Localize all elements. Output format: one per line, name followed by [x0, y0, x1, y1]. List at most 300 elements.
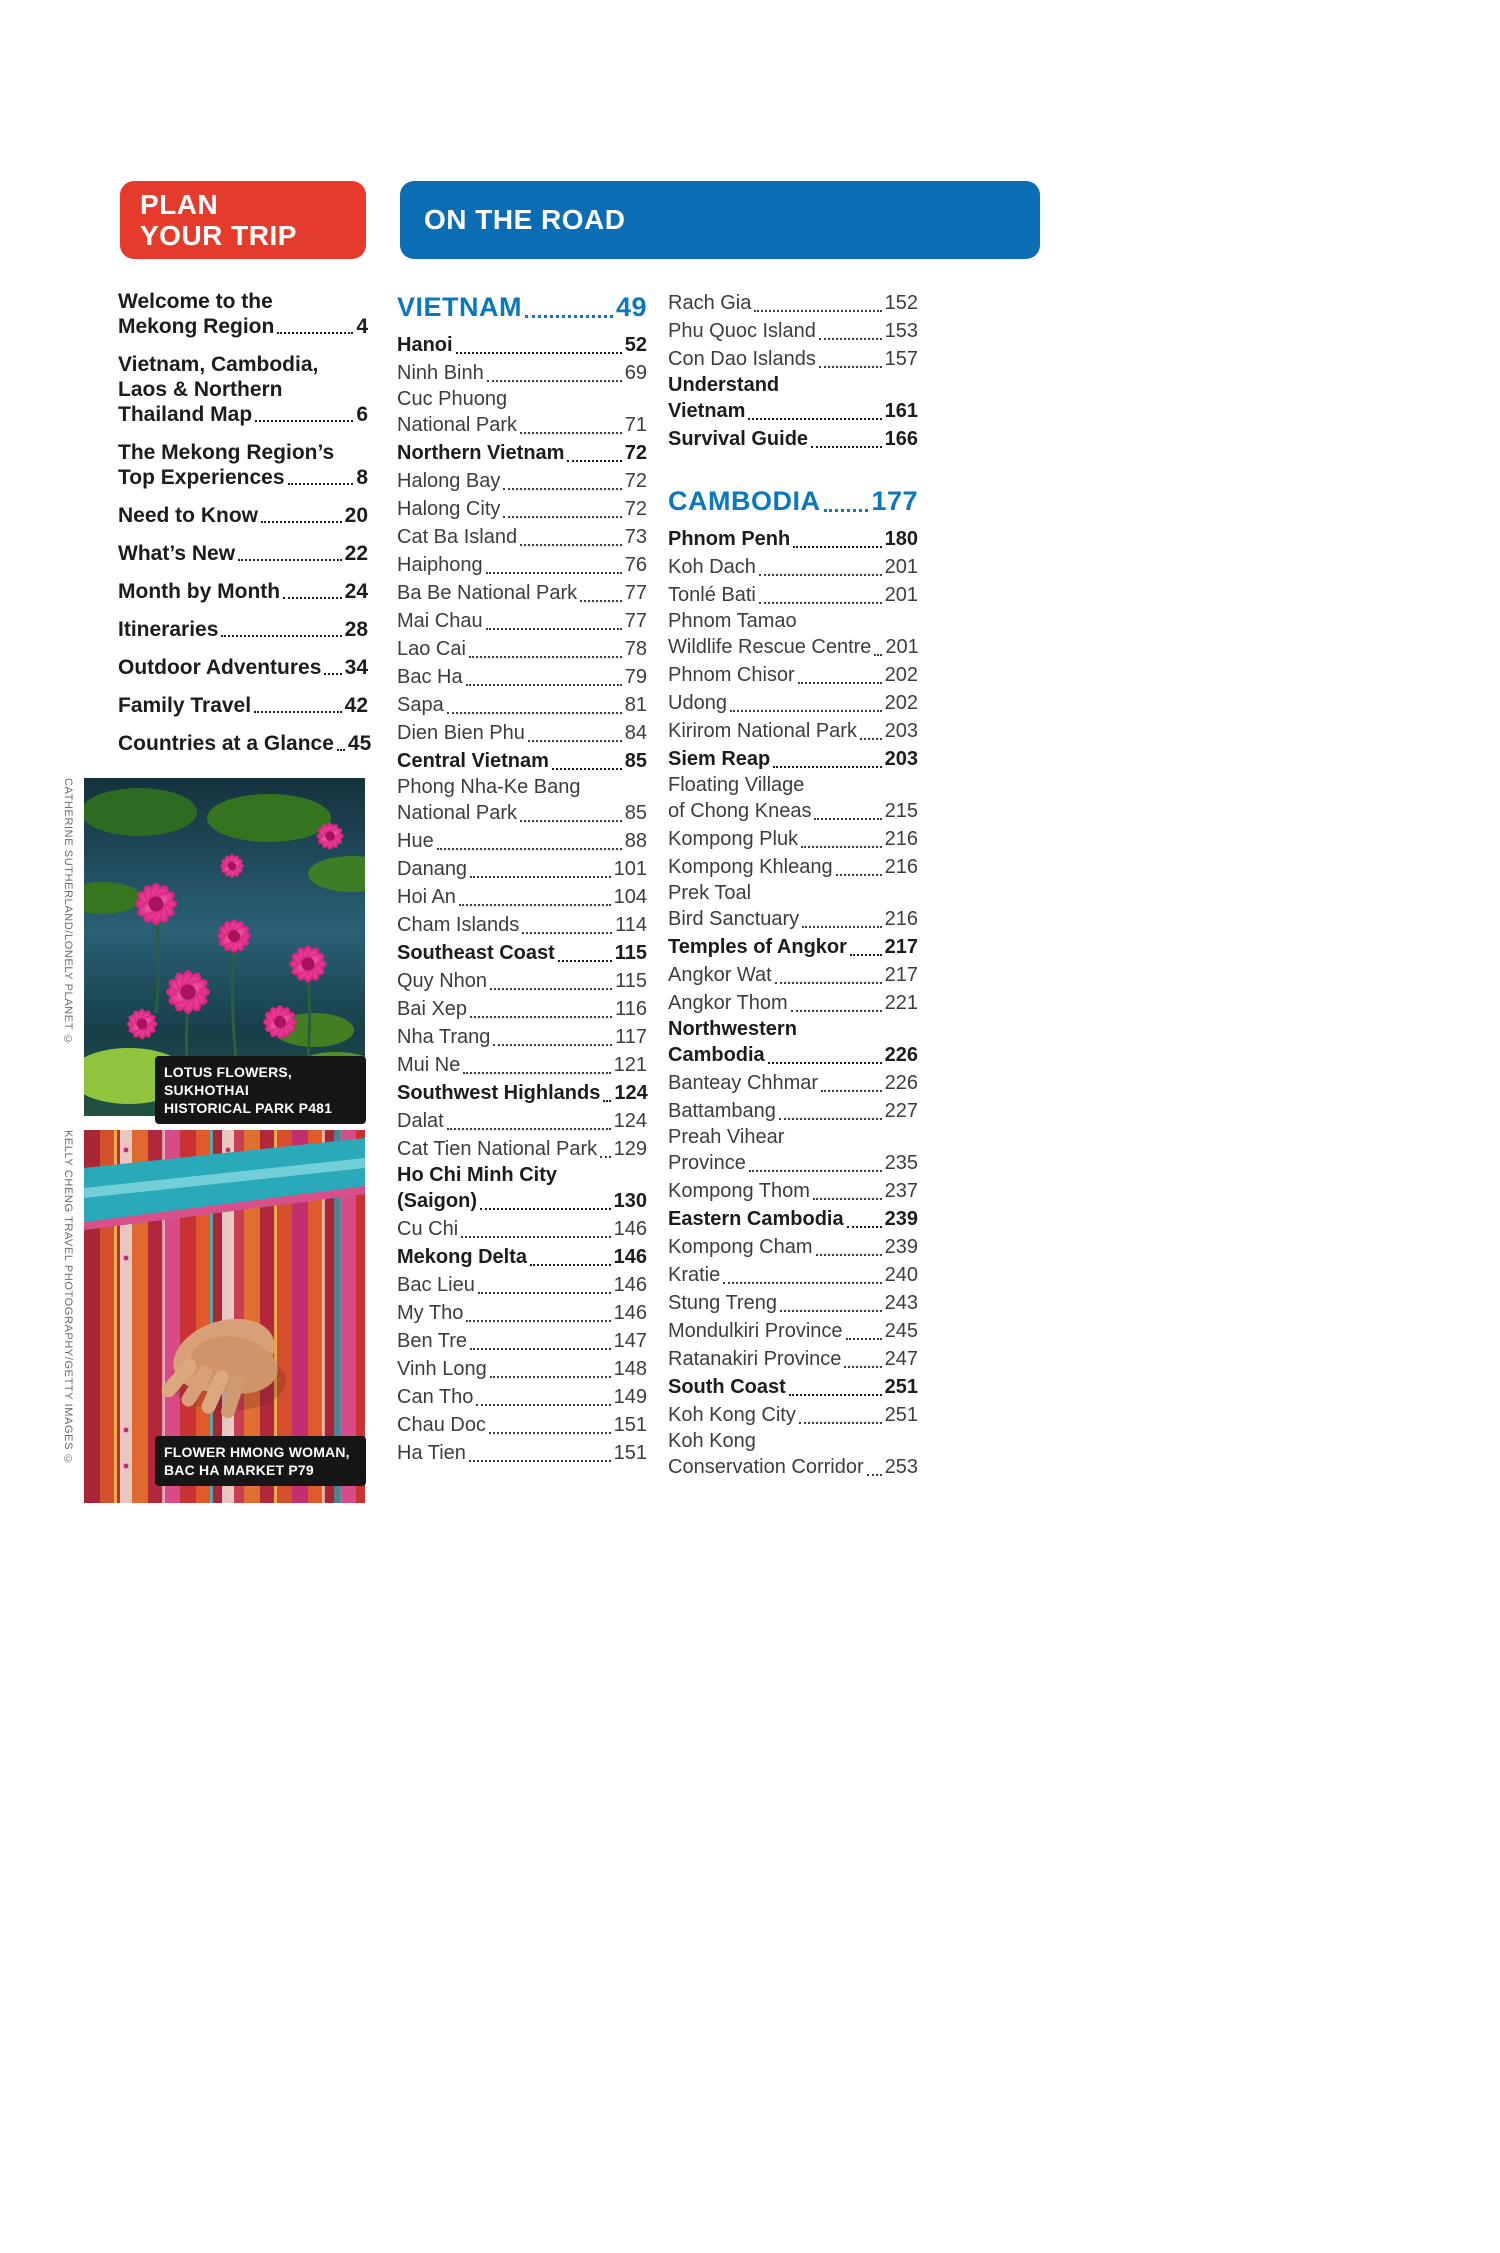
photo-credit-hmong: KELLY CHENG TRAVEL PHOTOGRAPHY/GETTY IMAGES © [62, 1130, 74, 1467]
toc-entry-label: Temples of Angkor [668, 936, 847, 958]
toc-entry-page: 121 [613, 1054, 647, 1076]
toc-entry [397, 911, 647, 939]
toc-entry [668, 1373, 918, 1401]
toc-entry-label: My Tho [397, 1302, 464, 1324]
toc-entry-page: 81 [624, 694, 647, 716]
toc-entry [397, 747, 647, 775]
dot-leader [847, 1205, 882, 1228]
dot-leader [730, 689, 882, 712]
toc-entry-label: Bai Xep [397, 998, 468, 1020]
dot-leader [520, 523, 622, 546]
dot-leader [860, 717, 882, 740]
toc-entry [668, 961, 918, 989]
dot-leader [277, 314, 353, 334]
toc-entry-page: 4 [356, 315, 368, 338]
toc-entry-label: Month by Month [118, 580, 281, 603]
toc-entry-label: National Park [397, 802, 518, 824]
toc-entry-page: 226 [884, 1044, 918, 1066]
dot-leader [799, 1401, 882, 1424]
toc-entry-page: 85 [624, 802, 647, 824]
toc-entry-line: Prek Toal [668, 882, 752, 904]
toc-entry-page: 129 [613, 1138, 647, 1160]
toc-entry-label: Kompong Khleang [668, 856, 833, 878]
toc-entry-page: 22 [344, 542, 368, 565]
hmong-caption [155, 1436, 366, 1486]
toc-entry [397, 551, 647, 579]
toc-entry [668, 1429, 918, 1481]
dot-leader [469, 1439, 611, 1462]
dot-leader [489, 1411, 611, 1434]
caption-line: FLOWER HMONG WOMAN, [164, 1444, 350, 1460]
toc-entry-label: Banteay Chhmar [668, 1072, 819, 1094]
dot-leader [844, 1345, 881, 1368]
toc-entry-label: Family Travel [118, 694, 252, 717]
toc-entry-page: 161 [884, 400, 918, 422]
toc-entry-label: Haiphong [397, 554, 483, 576]
toc-entry [397, 1271, 647, 1299]
dot-leader [759, 553, 882, 576]
toc-entry-page: 177 [871, 486, 918, 516]
toc-entry-label: Eastern Cambodia [668, 1208, 844, 1230]
toc-entry-page: 117 [615, 1026, 647, 1048]
toc-entry-label: Vietnam [668, 400, 746, 422]
toc-entry-page: 151 [613, 1414, 647, 1436]
toc-entry-page: 72 [624, 470, 647, 492]
toc-entry-page: 216 [884, 828, 918, 850]
toc-entry-page: 243 [884, 1292, 918, 1314]
dot-leader [530, 1243, 611, 1266]
toc-entry [397, 1299, 647, 1327]
toc-entry-page: 104 [613, 886, 647, 908]
toc-entry [397, 691, 647, 719]
dot-leader [254, 693, 342, 713]
toc-entry-label: Bac Lieu [397, 1274, 475, 1296]
toc-entry-page: 52 [624, 334, 647, 356]
toc-entry-label: Rach Gia [668, 292, 752, 314]
toc-entry-label: Kompong Pluk [668, 828, 799, 850]
toc-entry-label: Kirirom National Park [668, 720, 857, 742]
toc-entry-label: Kratie [668, 1264, 721, 1286]
dot-leader [773, 745, 881, 768]
dot-leader [490, 1355, 611, 1378]
dot-leader [754, 289, 881, 312]
toc-entry-label: Itineraries [118, 618, 219, 641]
toc-entry-label: Cat Tien National Park [397, 1138, 598, 1160]
toc-entry-page: 239 [884, 1208, 918, 1230]
dot-leader [522, 911, 612, 934]
toc-entry-page: 73 [624, 526, 647, 548]
toc-entry-label: Vinh Long [397, 1358, 487, 1380]
on-the-road-toc-col1 [397, 289, 647, 1467]
toc-entry-line: Understand [668, 374, 780, 396]
toc-entry-line: Vietnam, Cambodia, [118, 353, 319, 376]
dot-leader [525, 289, 613, 318]
toc-entry-page: 153 [884, 320, 918, 342]
toc-entry-label: Wildlife Rescue Centre [668, 636, 872, 658]
toc-entry-page: 216 [884, 908, 918, 930]
toc-entry-label: Hoi An [397, 886, 456, 908]
toc-entry [397, 1107, 647, 1135]
toc-entry [668, 1017, 918, 1069]
dot-leader [814, 797, 881, 820]
toc-entry [668, 717, 918, 745]
toc-entry-label: Siem Reap [668, 748, 771, 770]
toc-entry [397, 1023, 647, 1051]
toc-entry-page: 240 [884, 1264, 918, 1286]
toc-entry [668, 581, 918, 609]
toc-entry-line: Cuc Phuong [397, 388, 508, 410]
toc-entry-page: 72 [624, 498, 647, 520]
toc-entry [397, 719, 647, 747]
toc-entry-page: 148 [613, 1358, 647, 1380]
dot-leader [798, 661, 882, 684]
toc-entry-page: 201 [885, 636, 919, 658]
toc-entry-label: Cham Islands [397, 914, 520, 936]
toc-entry-page: 203 [884, 720, 918, 742]
plan-header-line1: PLAN [140, 189, 219, 220]
toc-entry-page: 245 [884, 1320, 918, 1342]
toc-entry-label: Survival Guide [668, 428, 809, 450]
caption-line: LOTUS FLOWERS, SUKHOTHAI [164, 1064, 293, 1098]
on-the-road-header [400, 181, 1040, 259]
toc-entry-page: 116 [615, 998, 647, 1020]
caption-line: BAC HA MARKET P79 [164, 1462, 314, 1478]
toc-entry [118, 352, 368, 427]
dot-leader [337, 731, 345, 751]
toc-entry [668, 1317, 918, 1345]
toc-entry-label: Phnom Chisor [668, 664, 795, 686]
toc-entry-page: 115 [614, 942, 647, 964]
toc-entry [668, 933, 918, 961]
toc-entry-page: 76 [624, 554, 647, 576]
toc-entry-label: Hanoi [397, 334, 453, 356]
toc-entry [668, 373, 918, 425]
toc-entry-label: Ba Be National Park [397, 582, 578, 604]
toc-entry [397, 883, 647, 911]
toc-entry-line: Koh Kong [668, 1430, 756, 1452]
toc-entry-label: Mai Chau [397, 610, 483, 632]
toc-entry [397, 775, 647, 827]
dot-leader [813, 1177, 882, 1200]
toc-entry-page: 20 [344, 504, 368, 527]
toc-entry-line: Preah Vihear [668, 1126, 785, 1148]
toc-entry-label: Angkor Wat [668, 964, 772, 986]
toc-entry-line: Ho Chi Minh City [397, 1164, 557, 1186]
plan-your-trip-toc [118, 289, 372, 769]
dot-leader [486, 551, 622, 574]
dot-leader [288, 465, 354, 485]
toc-entry-label: Can Tho [397, 1386, 474, 1408]
toc-entry-page: 247 [884, 1348, 918, 1370]
toc-entry [397, 439, 647, 467]
toc-entry-label: Sapa [397, 694, 444, 716]
dot-leader [748, 397, 881, 420]
toc-entry-label: Bird Sanctuary [668, 908, 800, 930]
lotus-caption [155, 1056, 366, 1124]
toc-entry-label: Thailand Map [118, 403, 253, 426]
toc-entry [118, 731, 372, 756]
toc-entry [668, 317, 918, 345]
toc-entry [668, 853, 918, 881]
toc-entry [118, 440, 368, 490]
toc-entry-page: 166 [884, 428, 918, 450]
toc-entry-page: 49 [615, 292, 647, 322]
dot-leader [768, 1041, 882, 1064]
dot-leader [802, 905, 881, 928]
toc-entry [668, 661, 918, 689]
on-the-road-label: ON THE ROAD [424, 204, 626, 235]
dot-leader [470, 1327, 611, 1350]
toc-entry-page: 124 [614, 1082, 648, 1104]
toc-entry-label: Bac Ha [397, 666, 463, 688]
dot-leader [255, 402, 353, 422]
dot-leader [850, 933, 882, 956]
toc-entry [118, 655, 368, 680]
toc-entry [397, 1051, 647, 1079]
toc-entry-label: Countries at a Glance [118, 732, 334, 755]
toc-entry-page: 180 [884, 528, 918, 550]
toc-entry-page: 78 [624, 638, 647, 660]
toc-entry [397, 523, 647, 551]
toc-entry-label: Need to Know [118, 504, 258, 527]
toc-entry-label: Mekong Region [118, 315, 275, 338]
dot-leader [324, 655, 341, 675]
toc-entry [397, 387, 647, 439]
dot-leader [470, 995, 612, 1018]
toc-entry-page: 253 [884, 1456, 918, 1478]
chapter-heading [668, 483, 918, 519]
toc-entry-page: 28 [344, 618, 368, 641]
toc-entry-page: 130 [613, 1190, 647, 1212]
toc-entry-label: Battambang [668, 1100, 776, 1122]
dot-leader [759, 581, 882, 604]
dot-leader [447, 1107, 611, 1130]
toc-entry-page: 45 [347, 732, 372, 755]
dot-leader [816, 1233, 882, 1256]
toc-entry-line: The Mekong Region’s [118, 441, 335, 464]
toc-entry-page: 8 [356, 466, 368, 489]
toc-entry-label: Ha Tien [397, 1442, 466, 1464]
toc-entry [668, 1345, 918, 1373]
dot-leader [821, 1069, 882, 1092]
dot-leader [261, 503, 342, 523]
plan-header-line2: YOUR TRIP [140, 220, 297, 251]
dot-leader [480, 1187, 611, 1210]
toc-entry [668, 525, 918, 553]
toc-entry-page: 251 [884, 1404, 918, 1426]
toc-entry-page: 34 [344, 656, 368, 679]
toc-entry-page: 152 [884, 292, 918, 314]
toc-entry-label: Dien Bien Phu [397, 722, 525, 744]
toc-entry [397, 331, 647, 359]
dot-leader [466, 663, 622, 686]
toc-entry [668, 1233, 918, 1261]
toc-entry [668, 289, 918, 317]
dot-leader [801, 825, 882, 848]
toc-entry-label: Halong City [397, 498, 501, 520]
toc-entry-label: of Chong Kneas [668, 800, 812, 822]
toc-entry [397, 359, 647, 387]
toc-entry-label: Outdoor Adventures [118, 656, 322, 679]
toc-entry [397, 939, 647, 967]
dot-leader [600, 1135, 611, 1158]
toc-entry-page: 203 [884, 748, 918, 770]
toc-entry [397, 1215, 647, 1243]
toc-entry-label: Central Vietnam [397, 750, 549, 772]
toc-entry-label: Southeast Coast [397, 942, 555, 964]
toc-entry [397, 967, 647, 995]
dot-leader [503, 467, 621, 490]
toc-entry-page: 79 [624, 666, 647, 688]
toc-entry [668, 773, 918, 825]
toc-entry-label: Chau Doc [397, 1414, 486, 1436]
dot-leader [723, 1261, 881, 1284]
toc-entry [397, 1327, 647, 1355]
toc-entry-label: Quy Nhon [397, 970, 488, 992]
toc-entry-label: Halong Bay [397, 470, 501, 492]
toc-entry [397, 663, 647, 691]
dot-leader [520, 799, 622, 822]
toc-entry-label: Mekong Delta [397, 1246, 528, 1268]
dot-leader [580, 579, 622, 602]
toc-entry [118, 503, 368, 528]
toc-entry [397, 1163, 647, 1215]
toc-entry [397, 635, 647, 663]
toc-entry-label: Con Dao Islands [668, 348, 816, 370]
toc-entry-page: 77 [624, 610, 647, 632]
toc-entry-label: Tonlé Bati [668, 584, 756, 606]
dot-leader [789, 1373, 882, 1396]
toc-entry-line: Northwestern [668, 1018, 797, 1040]
dot-leader [456, 331, 622, 354]
chapter-heading [397, 289, 647, 325]
toc-entry-line: Floating Village [668, 774, 805, 796]
dot-leader [874, 633, 882, 656]
dot-leader [846, 1317, 882, 1340]
dot-leader [447, 691, 622, 714]
toc-entry-page: 216 [884, 856, 918, 878]
toc-entry-label: Dalat [397, 1110, 444, 1132]
toc-entry-page: 201 [884, 556, 918, 578]
toc-entry [397, 855, 647, 883]
toc-entry-page: 215 [884, 800, 918, 822]
toc-entry-label: Mondulkiri Province [668, 1320, 843, 1342]
dot-leader [836, 853, 882, 876]
toc-entry-page: 146 [613, 1218, 647, 1240]
toc-entry-page: 146 [613, 1274, 647, 1296]
toc-entry-label: Angkor Thom [668, 992, 788, 1014]
toc-entry [668, 553, 918, 581]
toc-entry-label: Southwest Highlands [397, 1082, 601, 1104]
dot-leader [819, 345, 882, 368]
toc-entry [397, 1411, 647, 1439]
toc-entry-label: What’s New [118, 542, 236, 565]
toc-entry [397, 1355, 647, 1383]
toc-entry [397, 1079, 647, 1107]
toc-entry-page: 202 [884, 664, 918, 686]
toc-entry-line: Phnom Tamao [668, 610, 797, 632]
toc-entry-page: 227 [884, 1100, 918, 1122]
dot-leader [283, 579, 342, 599]
toc-entry [668, 345, 918, 373]
dot-leader [476, 1383, 610, 1406]
toc-entry-label: Phnom Penh [668, 528, 791, 550]
toc-entry-page: 151 [613, 1442, 647, 1464]
dot-leader [552, 747, 622, 770]
toc-entry-label: Northern Vietnam [397, 442, 565, 464]
dot-leader [779, 1097, 882, 1120]
toc-entry-label: Cambodia [668, 1044, 765, 1066]
toc-entry-page: 221 [884, 992, 918, 1014]
toc-entry [668, 1097, 918, 1125]
toc-entry-page: 24 [344, 580, 368, 603]
toc-entry [397, 495, 647, 523]
on-the-road-toc-col2 [668, 289, 918, 1481]
toc-entry-page: 251 [884, 1376, 918, 1398]
toc-entry-page: 6 [356, 403, 368, 426]
dot-leader [520, 411, 622, 434]
dot-leader [749, 1149, 882, 1172]
toc-entry [668, 989, 918, 1017]
toc-entry-page: 42 [344, 694, 368, 717]
dot-leader [528, 719, 622, 742]
dot-leader [459, 883, 611, 906]
toc-entry-page: 88 [624, 830, 647, 852]
toc-entry-label: Hue [397, 830, 434, 852]
toc-entry-label: Nha Trang [397, 1026, 491, 1048]
toc-entry [668, 609, 918, 661]
dot-leader [493, 1023, 612, 1046]
toc-entry-label: South Coast [668, 1376, 786, 1398]
toc-entry [668, 1125, 918, 1177]
dot-leader [558, 939, 612, 962]
toc-entry [668, 1069, 918, 1097]
dot-leader [470, 855, 611, 878]
toc-entry-label: Danang [397, 858, 468, 880]
toc-entry-label: Kompong Cham [668, 1236, 813, 1258]
dot-leader [811, 425, 882, 448]
toc-entry-page: 71 [624, 414, 647, 436]
toc-entry [668, 1261, 918, 1289]
toc-entry-label: Mui Ne [397, 1054, 461, 1076]
toc-entry-page: 124 [613, 1110, 647, 1132]
toc-entry-label: Koh Kong City [668, 1404, 796, 1426]
toc-entry-page: 149 [613, 1386, 647, 1408]
toc-entry-label: VIETNAM [397, 292, 522, 322]
toc-entry-page: 157 [884, 348, 918, 370]
toc-entry [397, 467, 647, 495]
toc-entry-page: 69 [624, 362, 647, 384]
toc-entry-label: Province [668, 1152, 746, 1174]
toc-entry [397, 579, 647, 607]
dot-leader [775, 961, 882, 984]
toc-entry-page: 101 [613, 858, 647, 880]
dot-leader [461, 1215, 610, 1238]
dot-leader [503, 495, 621, 518]
toc-entry-page: 146 [613, 1302, 647, 1324]
toc-entry-label: Cu Chi [397, 1218, 459, 1240]
dot-leader [603, 1079, 611, 1102]
toc-entry [668, 745, 918, 773]
toc-entry [397, 607, 647, 635]
toc-entry-page: 147 [613, 1330, 647, 1352]
photo-credit-lotus: CATHERINE SUTHERLAND/LONELY PLANET © [62, 778, 74, 1047]
toc-entry [397, 995, 647, 1023]
toc-entry-label: (Saigon) [397, 1190, 477, 1212]
toc-entry-page: 77 [624, 582, 647, 604]
toc-entry-label: Udong [668, 692, 727, 714]
toc-entry-label: Stung Treng [668, 1292, 777, 1314]
